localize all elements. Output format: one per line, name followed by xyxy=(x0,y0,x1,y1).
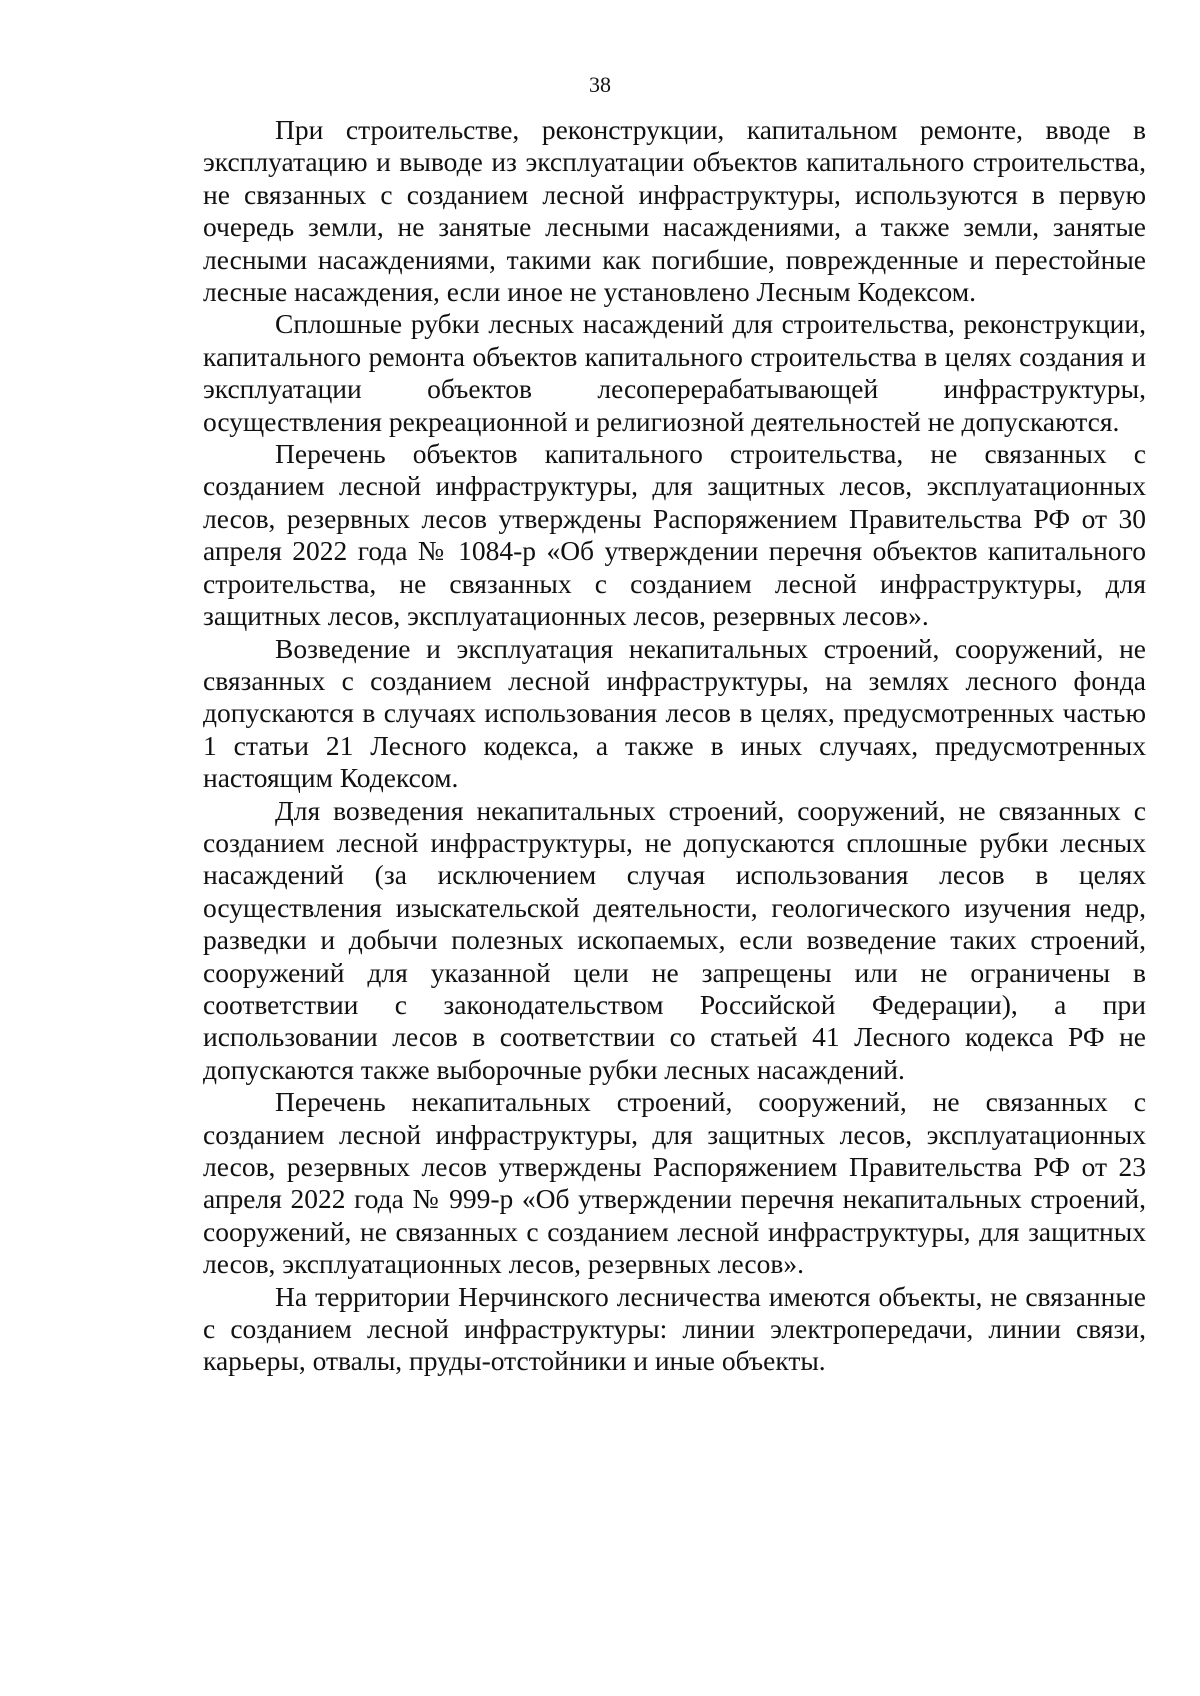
paragraph-non-capital-structures: Возведение и эксплуатация некапитальных строений, сооружений, не связанных с созданием лесной инфраструктуры, на землях лесного фонда допускаются в случаях использования лесов в целях, предусмотренных частью 1 статьи 21 Лесного кодекса, а также в иных случаях, предусмотренных настоящим Кодексом. xyxy=(203,632,1146,794)
document-body xyxy=(203,114,1146,1378)
paragraph-nerchinsk-objects: На территории Нерчинского лесничества имеются объекты, не связанные с созданием лесной инфраструктуры: линии электропередачи, линии связи, карьеры, отвалы, пруды-отстойники и иные объекты. xyxy=(203,1280,1146,1377)
paragraph-construction-lands: При строительстве, реконструкции, капитальном ремонте, вводе в эксплуатацию и выводе из эксплуатации объектов капитального строительства, не связанных с созданием лесной инфраструктуры, используются в первую очередь земли, не занятые лесными насаждениями, а также земли, занятые лесными насаждениями, такими как погибшие, поврежденные и перестойные лесные насаждения, если иное не установлено Лесным Кодексом. xyxy=(203,114,1146,308)
paragraph-capital-objects-list: Перечень объектов капитального строительства, не связанных с созданием лесной инфраструктуры, для защитных лесов, эксплуатационных лесов, резервных лесов утверждены Распоряжением Правительства РФ от 30 апреля 2022 года № 1084-р «Об утверждении перечня объектов капитального строительства, не связанных с созданием лесной инфраструктуры, для защитных лесов, эксплуатационных лесов, резервных лесов». xyxy=(203,438,1146,632)
page-number: 38 xyxy=(589,72,611,97)
paragraph-non-capital-objects-list: Перечень некапитальных строений, сооружений, не связанных с созданием лесной инфраструктуры, для защитных лесов, эксплуатационных лесов, резервных лесов утверждены Распоряжением Правительства РФ от 23 апреля 2022 года № 999-р «Об утверждении перечня некапитальных строений, сооружений, не связанных с созданием лесной инфраструктуры, для защитных лесов, эксплуатационных лесов, резервных лесов». xyxy=(203,1086,1146,1280)
paragraph-non-capital-cutting-rules: Для возведения некапитальных строений, сооружений, не связанных с созданием лесной инфраструктуры, не допускаются сплошные рубки лесных насаждений (за исключением случая использования лесов в целях осуществления изыскательской деятельности, геологического изучения недр, разведки и добычи полезных ископаемых, если возведение таких строений, сооружений для указанной цели не запрещены или не ограничены в соответствии с законодательством Российской Федерации), а при использовании лесов в соответствии со статьей 41 Лесного кодекса РФ не допускаются также выборочные рубки лесных насаждений. xyxy=(203,794,1146,1085)
paragraph-clear-cutting-prohibition: Сплошные рубки лесных насаждений для строительства, реконструкции, капитального ремонта объектов капитального строительства в целях создания и эксплуатации объектов лесоперерабатывающей инфраструктуры, осуществления рекреационной и религиозной деятельностей не допускаются. xyxy=(203,308,1146,437)
